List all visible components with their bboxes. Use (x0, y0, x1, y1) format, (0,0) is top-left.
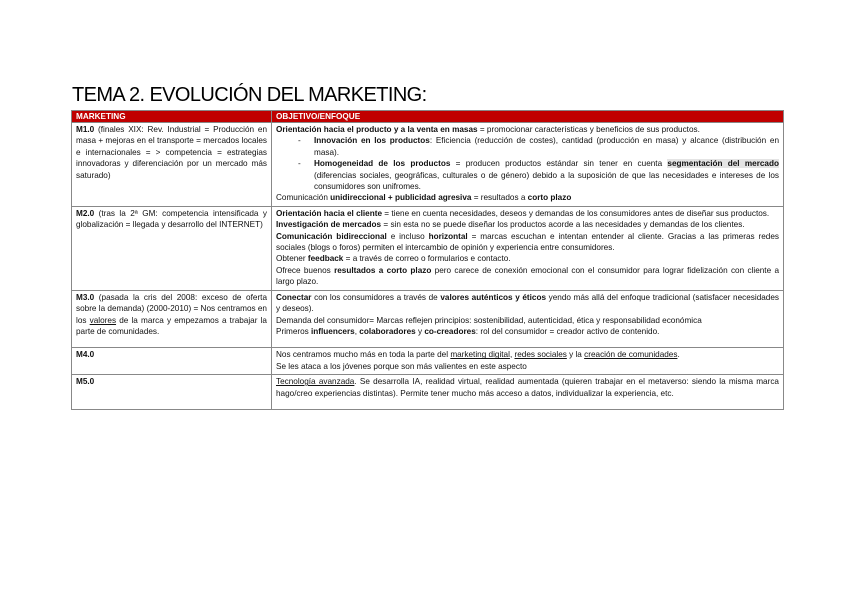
m1-com-bold2: corto plazo (527, 193, 572, 203)
list-item (314, 158, 779, 192)
m1-orientation-text: = promocionar características y beneficios de sus productos. (477, 125, 700, 134)
m1-li2-text2: (diferencias sociales, geográficas, culturales o de género) debido a la suposición de que las necesidades e intereses de los consumidores son unifromes. (314, 170, 779, 192)
row-label-m5: M5.0 (76, 377, 95, 387)
m2-p4-text1: Obtener (276, 254, 308, 264)
m4-p1-text2: , (509, 350, 515, 360)
m5-p1 (276, 376, 779, 399)
cell-m1-marketing (72, 123, 272, 207)
m4-p1-text4: . (677, 350, 680, 360)
cell-m3-objetivo (272, 290, 784, 348)
m4-p1-underline2: redes sociales (514, 350, 567, 360)
m2-p4 (276, 253, 779, 264)
m1-li2-bold: Homogeneidad de los productos (314, 159, 451, 169)
row-desc-m3-2: de la marca y empezamos a trabajar la parte de comunidades. (76, 315, 267, 336)
m2-p2-bold: Investigación de mercados (276, 220, 382, 230)
cell-m4-objetivo (272, 348, 784, 375)
header-objetivo: OBJETIVO/ENFOQUE (272, 111, 784, 123)
row-desc-m1: (finales XIX: Rev. Industrial = Producción en masa + mejoras en el transporte = mercados locales e internacionales = > competencia = estrategias innovadoras y diferenciación por un mercado más saturado) (76, 125, 267, 180)
m3-p3-bold2: colaboradores (359, 326, 416, 336)
row-label-m3: M3.0 (76, 292, 95, 302)
table-row-m2 (72, 206, 784, 290)
m3-p3-text2: , (354, 326, 360, 336)
m5-p1-text: . Se desarrolla IA, realidad virtual, realidad aumentada (quieren trabajar en el metaverso: siendo la misma marca hago/creo experiencias distintas). Permite tener mucho más acceso a datos, individualizar la experiencia, etc. (276, 377, 779, 398)
m1-bullet-list (276, 135, 779, 192)
m4-p1-text1: Nos centramos mucho más en toda la parte del (276, 350, 451, 360)
m2-p1 (276, 208, 779, 219)
m2-p5-text1: Ofrece buenos (276, 265, 335, 275)
row-desc-m2: (tras la 2ª GM: competencia intensificada y globalización = llegada y desarrollo del INTERNET) (76, 208, 267, 230)
table-row-m5 (72, 375, 784, 410)
page-title: TEMA 2. EVOLUCIÓN DEL MARKETING: (72, 84, 427, 106)
cell-m1-objetivo (272, 123, 784, 207)
m1-li1-bold: Innovación en los productos (314, 136, 430, 146)
m4-p1 (276, 349, 779, 360)
m3-p1-bold1: Conectar (276, 292, 312, 302)
m3-p2: Demanda del consumidor= Marcas reflejen principios: sostenibilidad, autenticidad, ética y responsabilidad económica (276, 315, 702, 325)
m2-p3-text1: e incluso (386, 231, 429, 241)
row-label-m1: M1.0 (76, 125, 95, 134)
header-marketing: MARKETING (72, 111, 272, 123)
cell-m3-marketing (72, 290, 272, 348)
cell-m2-marketing (72, 206, 272, 290)
row-label-m2: M2.0 (76, 208, 95, 218)
m3-p1-bold2: valores auténticos y éticos (440, 292, 547, 302)
m3-p1-text2: yendo más allá del enfoque tradicional (satisfacer necesidades y deseos). (276, 292, 779, 314)
m1-com-bold1: unidireccional + publicidad agresiva (330, 193, 472, 203)
m3-p3-text1: Primeros (276, 326, 312, 336)
m2-p2-text: = sin esta no se puede diseñar los productos acorde a las necesidades y demandas de los clientes. (381, 220, 745, 230)
spacer (276, 337, 779, 345)
m1-li1-text: : Eficiencia (reducción de costes), cantidad (producción en masa) y alcance (distribución en masa). (314, 136, 779, 157)
m3-p1 (276, 292, 779, 315)
m4-p1-underline3: creación de comunidades (584, 350, 678, 360)
m3-p1-text1: con los consumidores a través de (311, 292, 441, 302)
m3-p3-bold3: co-creadores (424, 326, 476, 336)
table-row-m3 (72, 290, 784, 348)
m2-p3-text2: = marcas escuchan e intentan entender al cliente. Gracias a las primeras redes sociales (blogs o foros) permiten el intercambio de opinión y experiencia entre consumidores. (276, 231, 779, 253)
m2-p5-bold: resultados a corto plazo (334, 265, 432, 275)
m1-com-text2: = resultados a (471, 193, 528, 203)
m4-p1-underline1: marketing digital (450, 350, 510, 360)
m2-p3-bold2: horizontal (428, 231, 468, 241)
m1-orientation (276, 124, 779, 135)
m2-p4-text2: = a través de correo o formularios e contacto. (343, 254, 511, 264)
list-item (314, 135, 779, 158)
m1-orientation-bold: Orientación hacia el producto y a la venta en masas (276, 125, 478, 134)
m2-p2 (276, 219, 779, 230)
m1-com-text1: Comunicación (276, 193, 331, 203)
m3-p3-text3: y (415, 326, 425, 336)
row-desc-m3-underline: valores (89, 315, 117, 325)
cell-m5-marketing (72, 375, 272, 410)
m3-p3-bold1: influencers (311, 326, 355, 336)
m2-p5 (276, 265, 779, 288)
m2-p1-bold: Orientación hacia el cliente (276, 208, 383, 218)
table-row-m4 (72, 348, 784, 375)
spacer (276, 399, 779, 407)
m4-p1-text3: y la (566, 350, 585, 360)
m2-p5-text2: pero carece de conexión emocional con el consumidor para lograr fidelización con cliente a largo plazo. (276, 265, 780, 287)
m1-li2-highlight: segmentación del mercado (667, 159, 779, 169)
m3-p3-text4: : rol del consumidor = creador activo de contenido. (475, 326, 660, 336)
table-row-m1 (72, 123, 784, 207)
table-header-row (72, 111, 784, 123)
m3-p3 (276, 326, 779, 337)
m2-p4-bold: feedback (307, 254, 344, 264)
m2-p3 (276, 231, 779, 254)
cell-m4-marketing (72, 348, 272, 375)
cell-m5-objetivo (272, 375, 784, 410)
marketing-evolution-table (71, 110, 784, 410)
m1-li2-text1: = producen productos estándar sin tener en cuenta (450, 159, 668, 169)
m1-communication (276, 192, 779, 203)
m2-p3-bold1: Comunicación bidireccional (276, 231, 387, 241)
row-label-m4: M4.0 (76, 350, 95, 360)
m5-p1-underline: Tecnología avanzada (276, 377, 355, 387)
row-desc-m3-1: (pasada la cris del 2008: exceso de oferta sobre la demanda) (2000-2010) = Nos centramos en los (76, 292, 267, 325)
cell-m2-objetivo (272, 206, 784, 290)
m4-p2: Se les ataca a los jóvenes porque son más valientes en este aspecto (276, 361, 527, 371)
m2-p1-text: = tiene en cuenta necesidades, deseos y demandas de los consumidores antes de diseñar sus productos. (382, 208, 770, 218)
